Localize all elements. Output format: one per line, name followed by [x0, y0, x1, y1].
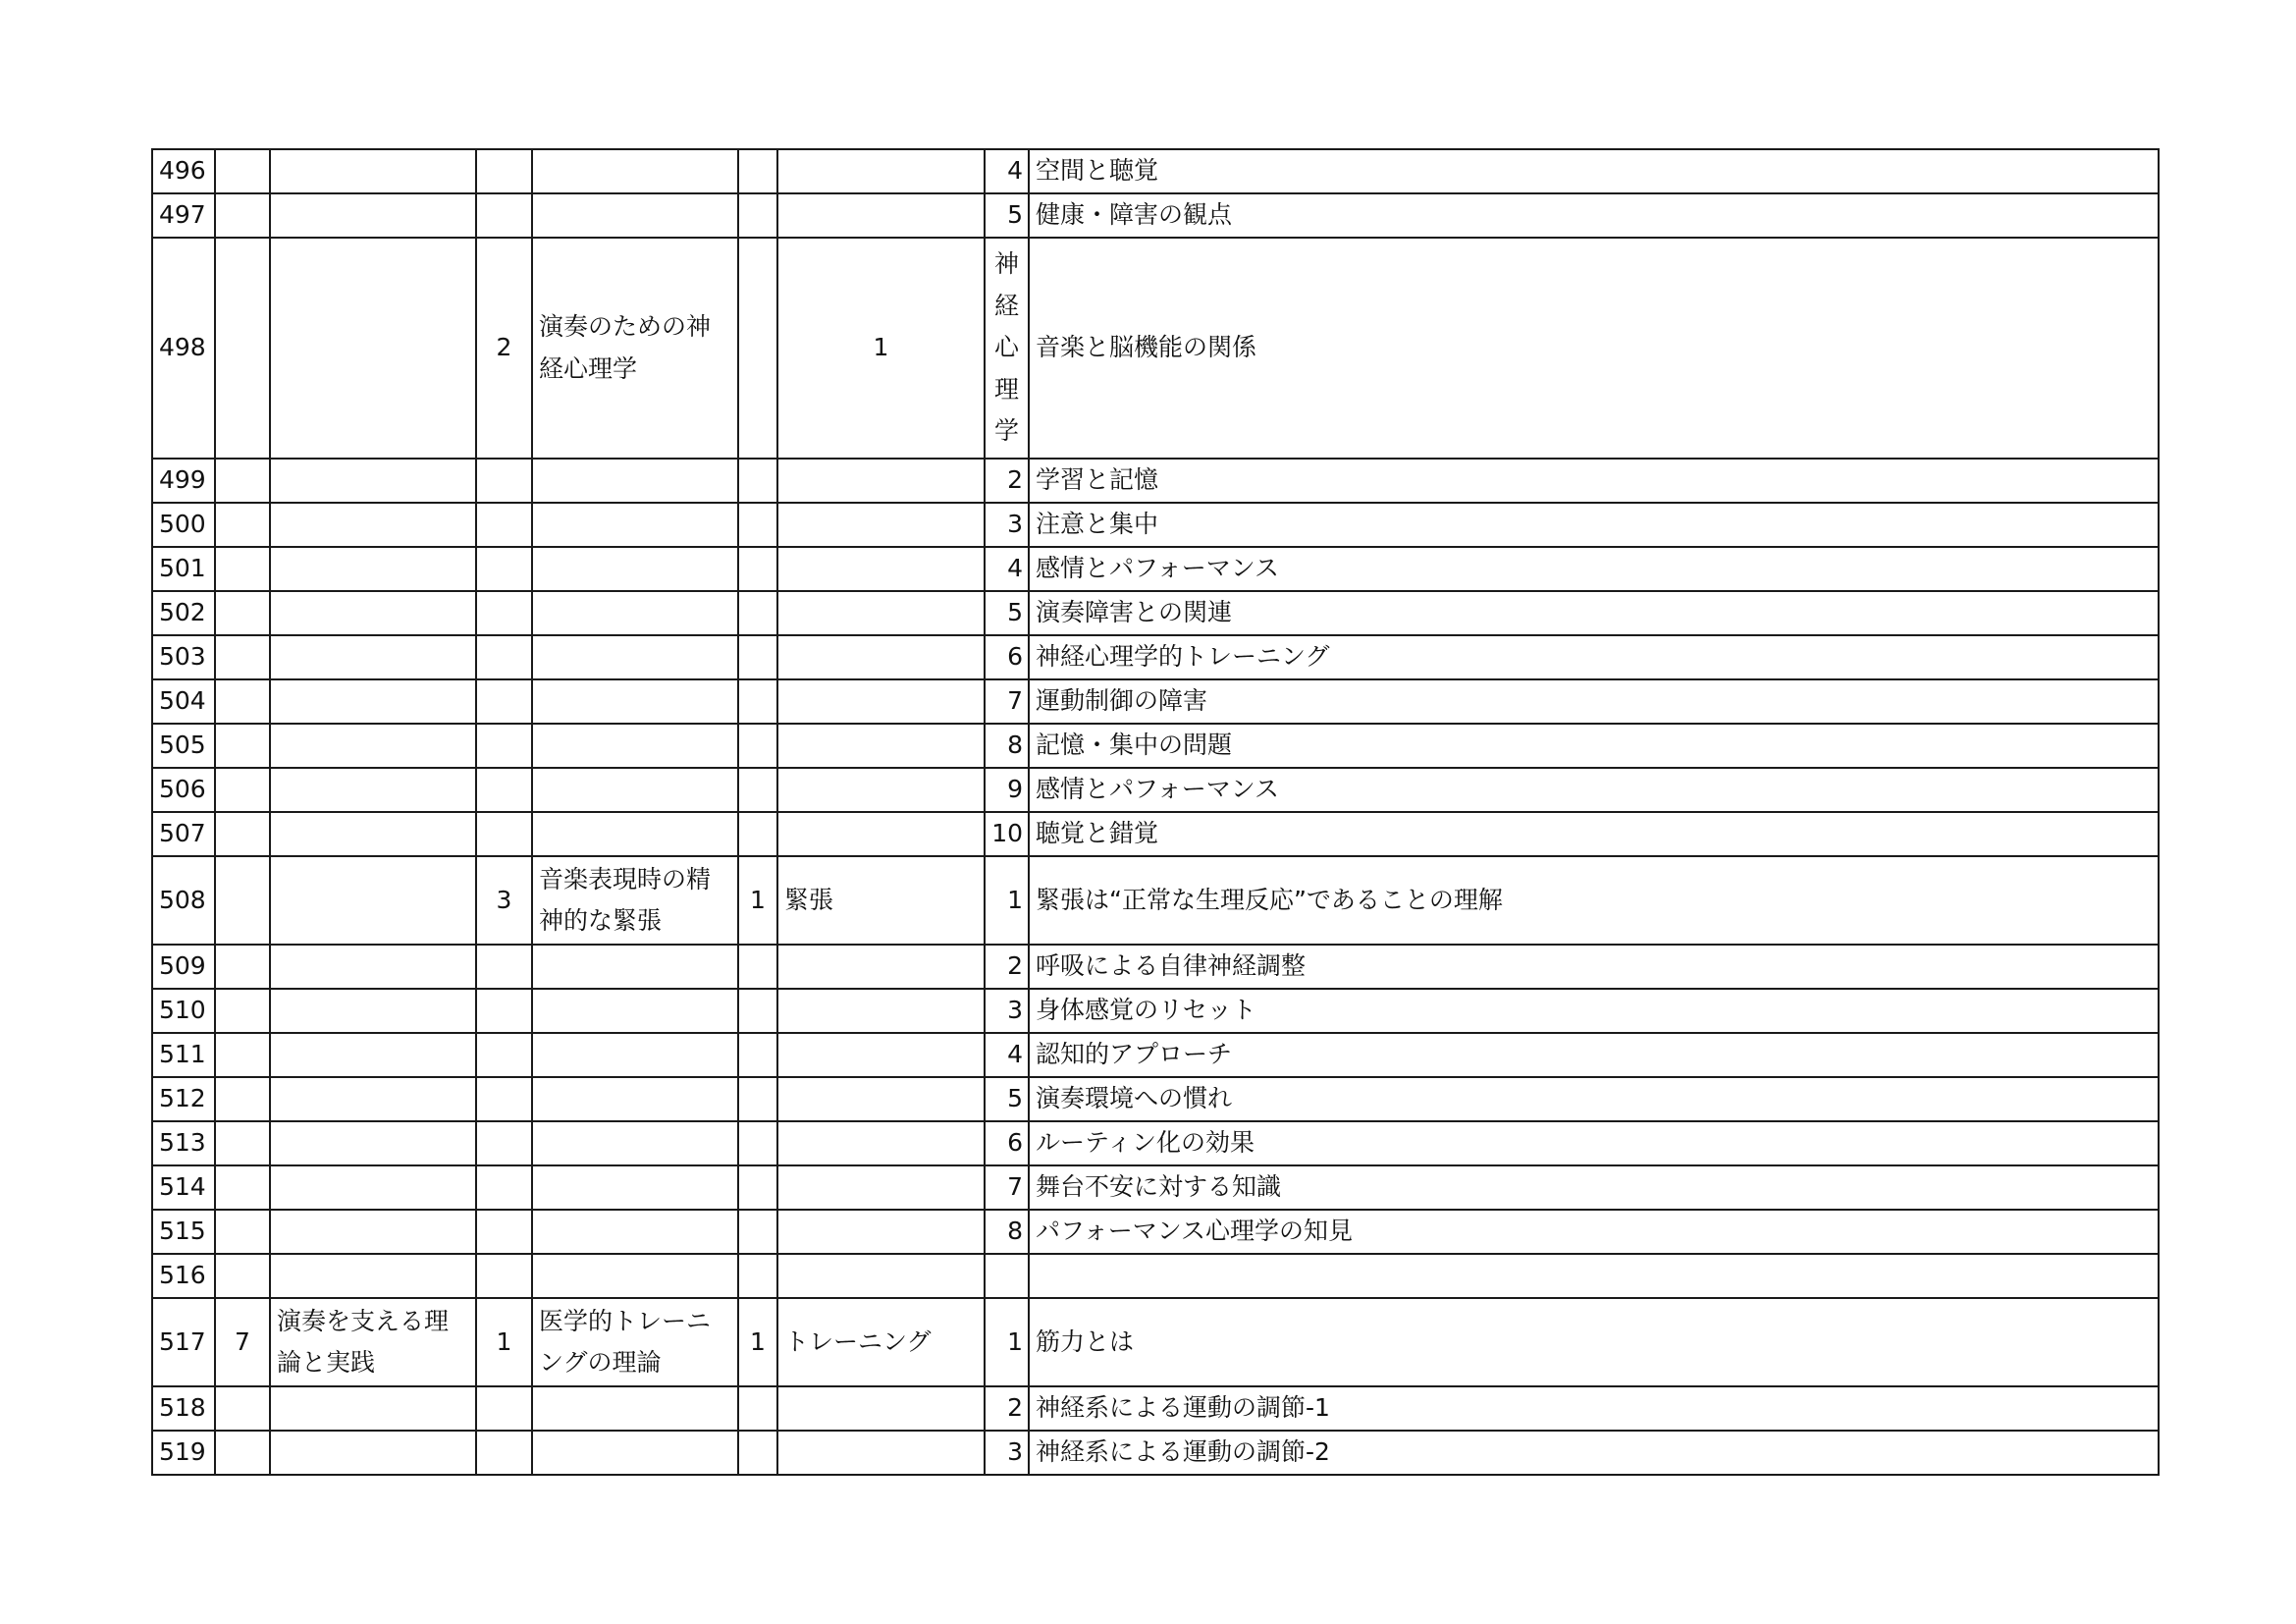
chapter-title-cell	[270, 193, 476, 238]
table-row	[152, 1254, 2159, 1298]
row-number-cell: 506	[152, 768, 215, 812]
chapter-number-cell	[215, 635, 270, 679]
item-number-cell: 8	[985, 724, 1029, 768]
row-number-cell: 512	[152, 1077, 215, 1121]
chapter-number-cell	[215, 856, 270, 945]
chapter-number-cell	[215, 1033, 270, 1077]
section-number-cell: 2	[476, 238, 532, 459]
row-number-cell: 513	[152, 1121, 215, 1165]
subsection-number-cell: 1	[738, 1298, 777, 1386]
table-row	[152, 945, 2159, 989]
chapter-title-cell	[270, 1431, 476, 1475]
chapter-title-cell	[270, 724, 476, 768]
item-title-cell: 聴覚と錯覚	[1029, 812, 2159, 856]
item-title-cell: 注意と集中	[1029, 503, 2159, 547]
item-number-cell: 2	[985, 459, 1029, 503]
subsection-number-cell	[738, 547, 777, 591]
row-number-cell: 514	[152, 1165, 215, 1210]
row-number-cell: 518	[152, 1386, 215, 1431]
chapter-number-cell	[215, 989, 270, 1033]
section-title-cell	[532, 1165, 738, 1210]
chapter-number-cell	[215, 724, 270, 768]
item-title-cell: パフォーマンス心理学の知見	[1029, 1210, 2159, 1254]
subsection-title-cell	[777, 591, 985, 635]
chapter-title-cell	[270, 503, 476, 547]
row-number-cell: 497	[152, 193, 215, 238]
item-number-cell: 3	[985, 503, 1029, 547]
subsection-title-cell	[777, 768, 985, 812]
row-number-cell: 502	[152, 591, 215, 635]
section-number-cell	[476, 1121, 532, 1165]
table-row	[152, 856, 2159, 945]
item-number-cell: 6	[985, 635, 1029, 679]
subsection-number-cell	[738, 1254, 777, 1298]
section-number-cell	[476, 1033, 532, 1077]
chapter-title-cell	[270, 1077, 476, 1121]
section-number-cell: 3	[476, 856, 532, 945]
section-title-cell	[532, 1210, 738, 1254]
section-title-cell	[532, 1386, 738, 1431]
table-row	[152, 1077, 2159, 1121]
chapter-title-cell	[270, 547, 476, 591]
section-number-cell	[476, 1165, 532, 1210]
section-number-cell	[476, 635, 532, 679]
section-title-cell	[532, 459, 738, 503]
item-title-cell: 感情とパフォーマンス	[1029, 768, 2159, 812]
item-number-cell: 4	[985, 1033, 1029, 1077]
section-title-cell	[532, 1033, 738, 1077]
section-title-cell: 演奏のための神経心理学	[532, 238, 738, 459]
section-number-cell	[476, 724, 532, 768]
chapter-title-cell	[270, 591, 476, 635]
item-title-cell: 神経心理学的トレーニング	[1029, 635, 2159, 679]
row-number-cell: 504	[152, 679, 215, 724]
chapter-title-cell	[270, 238, 476, 459]
chapter-title-cell	[270, 149, 476, 193]
chapter-number-cell	[215, 945, 270, 989]
chapter-title-cell	[270, 768, 476, 812]
subsection-number-cell	[738, 724, 777, 768]
item-number-cell: 1	[985, 856, 1029, 945]
subsection-title-cell	[777, 1121, 985, 1165]
item-number-cell: 3	[985, 1431, 1029, 1475]
section-number-cell	[476, 1386, 532, 1431]
item-number-cell: 7	[985, 679, 1029, 724]
chapter-number-cell	[215, 1165, 270, 1210]
subsection-title-cell	[777, 1165, 985, 1210]
chapter-title-cell	[270, 1210, 476, 1254]
section-title-cell	[532, 812, 738, 856]
item-title-cell: 演奏障害との関連	[1029, 591, 2159, 635]
chapter-title-cell	[270, 459, 476, 503]
subsection-number-cell	[738, 768, 777, 812]
section-number-cell	[476, 503, 532, 547]
section-title-cell	[532, 591, 738, 635]
section-title-cell	[532, 503, 738, 547]
subsection-title-cell	[777, 503, 985, 547]
section-number-cell	[476, 459, 532, 503]
row-number-cell: 509	[152, 945, 215, 989]
chapter-title-cell	[270, 679, 476, 724]
section-number-cell	[476, 812, 532, 856]
item-title-cell: ルーティン化の効果	[1029, 1121, 2159, 1165]
item-number-cell: 5	[985, 1077, 1029, 1121]
section-title-cell	[532, 945, 738, 989]
section-number-cell	[476, 989, 532, 1033]
item-title-cell: 筋力とは	[1029, 1298, 2159, 1386]
item-number-cell: 2	[985, 1386, 1029, 1431]
item-title-cell: 緊張は“正常な生理反応”であることの理解	[1029, 856, 2159, 945]
chapter-number-cell	[215, 591, 270, 635]
item-title-cell: 身体感覚のリセット	[1029, 989, 2159, 1033]
section-title-cell	[532, 724, 738, 768]
chapter-title-cell	[270, 1386, 476, 1431]
chapter-title-cell	[270, 1165, 476, 1210]
chapter-number-cell	[215, 1254, 270, 1298]
section-number-cell	[476, 547, 532, 591]
subsection-number-cell	[738, 1386, 777, 1431]
table-row	[152, 1033, 2159, 1077]
subsection-title-cell	[777, 812, 985, 856]
section-number-cell	[476, 1210, 532, 1254]
chapter-title-cell	[270, 1254, 476, 1298]
section-number-cell: 1	[476, 1298, 532, 1386]
row-number-cell: 499	[152, 459, 215, 503]
section-number-cell	[476, 768, 532, 812]
item-title-cell: 記憶・集中の問題	[1029, 724, 2159, 768]
subsection-title-cell	[777, 547, 985, 591]
section-title-cell	[532, 547, 738, 591]
item-number-cell: 8	[985, 1210, 1029, 1254]
subsection-title-cell	[777, 1210, 985, 1254]
chapter-title-cell	[270, 856, 476, 945]
subsection-number-cell	[738, 635, 777, 679]
subsection-number-cell	[738, 1077, 777, 1121]
row-number-cell: 507	[152, 812, 215, 856]
row-number-cell: 503	[152, 635, 215, 679]
item-title-cell: 空間と聴覚	[1029, 149, 2159, 193]
row-number-cell: 519	[152, 1431, 215, 1475]
section-number-cell	[476, 591, 532, 635]
item-title-cell: 健康・障害の観点	[1029, 193, 2159, 238]
subsection-number-cell	[738, 679, 777, 724]
section-number-cell	[476, 1431, 532, 1475]
chapter-number-cell	[215, 547, 270, 591]
subsection-title-cell	[777, 945, 985, 989]
subsection-title-cell	[777, 989, 985, 1033]
chapter-title-cell	[270, 812, 476, 856]
table-row	[152, 989, 2159, 1033]
chapter-number-cell	[215, 503, 270, 547]
section-title-cell: 音楽表現時の精神的な緊張	[532, 856, 738, 945]
table-row	[152, 768, 2159, 812]
chapter-number-cell	[215, 149, 270, 193]
subsection-title-cell	[777, 459, 985, 503]
item-number-cell	[985, 1254, 1029, 1298]
row-number-cell: 501	[152, 547, 215, 591]
chapter-number-cell	[215, 193, 270, 238]
curriculum-table	[151, 148, 2160, 1476]
item-number-cell: 3	[985, 989, 1029, 1033]
subsection-number-cell	[738, 459, 777, 503]
row-number-cell: 511	[152, 1033, 215, 1077]
section-number-cell	[476, 193, 532, 238]
table-row	[152, 1386, 2159, 1431]
section-title-cell	[532, 679, 738, 724]
chapter-number-cell	[215, 812, 270, 856]
subsection-title-cell	[777, 635, 985, 679]
row-number-cell: 498	[152, 238, 215, 459]
section-title-cell	[532, 193, 738, 238]
section-number-cell	[476, 945, 532, 989]
item-number-cell: 神 経 心 理 学	[985, 238, 1029, 459]
item-number-cell: 1	[985, 1298, 1029, 1386]
subsection-title-cell: 緊張	[777, 856, 985, 945]
subsection-title-cell	[777, 1254, 985, 1298]
item-title-cell: 認知的アプローチ	[1029, 1033, 2159, 1077]
item-number-cell: 7	[985, 1165, 1029, 1210]
subsection-title-cell	[777, 1033, 985, 1077]
chapter-title-cell	[270, 635, 476, 679]
chapter-number-cell	[215, 679, 270, 724]
row-number-cell: 510	[152, 989, 215, 1033]
chapter-number-cell	[215, 1077, 270, 1121]
chapter-number-cell	[215, 1210, 270, 1254]
section-title-cell	[532, 1431, 738, 1475]
section-title-cell	[532, 635, 738, 679]
section-title-cell	[532, 1254, 738, 1298]
table-row	[152, 503, 2159, 547]
item-number-cell: 4	[985, 149, 1029, 193]
table-row	[152, 635, 2159, 679]
section-title-cell	[532, 989, 738, 1033]
subsection-title-cell: 1	[777, 238, 985, 459]
table-row	[152, 1431, 2159, 1475]
item-title-cell: 音楽と脳機能の関係	[1029, 238, 2159, 459]
table-row	[152, 547, 2159, 591]
table-row	[152, 1165, 2159, 1210]
subsection-number-cell	[738, 238, 777, 459]
section-title-cell	[532, 149, 738, 193]
table-row	[152, 724, 2159, 768]
subsection-number-cell	[738, 1121, 777, 1165]
chapter-title-cell	[270, 1033, 476, 1077]
table-row	[152, 591, 2159, 635]
chapter-title-cell	[270, 989, 476, 1033]
section-number-cell	[476, 149, 532, 193]
item-number-cell: 2	[985, 945, 1029, 989]
table-row	[152, 459, 2159, 503]
item-title-cell: 神経系による運動の調節-2	[1029, 1431, 2159, 1475]
table-row	[152, 149, 2159, 193]
subsection-number-cell	[738, 503, 777, 547]
section-title-cell	[532, 1077, 738, 1121]
table-row	[152, 193, 2159, 238]
chapter-number-cell: 7	[215, 1298, 270, 1386]
table-row	[152, 679, 2159, 724]
subsection-title-cell	[777, 193, 985, 238]
item-title-cell: 呼吸による自律神経調整	[1029, 945, 2159, 989]
chapter-number-cell	[215, 238, 270, 459]
item-number-cell: 4	[985, 547, 1029, 591]
item-title-cell: 舞台不安に対する知識	[1029, 1165, 2159, 1210]
item-title-cell	[1029, 1254, 2159, 1298]
item-title-cell: 学習と記憶	[1029, 459, 2159, 503]
subsection-title-cell	[777, 1431, 985, 1475]
subsection-number-cell	[738, 149, 777, 193]
table-row	[152, 238, 2159, 459]
item-number-cell: 6	[985, 1121, 1029, 1165]
chapter-number-cell	[215, 1431, 270, 1475]
table-row	[152, 1121, 2159, 1165]
item-title-cell: 感情とパフォーマンス	[1029, 547, 2159, 591]
row-number-cell: 516	[152, 1254, 215, 1298]
section-title-cell	[532, 768, 738, 812]
chapter-number-cell	[215, 1121, 270, 1165]
section-number-cell	[476, 1077, 532, 1121]
chapter-number-cell	[215, 768, 270, 812]
table-body	[152, 149, 2159, 1475]
subsection-title-cell	[777, 724, 985, 768]
chapter-number-cell	[215, 459, 270, 503]
subsection-title-cell	[777, 149, 985, 193]
item-title-cell: 神経系による運動の調節-1	[1029, 1386, 2159, 1431]
table-row	[152, 1298, 2159, 1386]
subsection-number-cell	[738, 945, 777, 989]
subsection-number-cell	[738, 1210, 777, 1254]
item-title-cell: 運動制御の障害	[1029, 679, 2159, 724]
item-number-cell: 9	[985, 768, 1029, 812]
row-number-cell: 517	[152, 1298, 215, 1386]
item-number-cell: 5	[985, 193, 1029, 238]
row-number-cell: 515	[152, 1210, 215, 1254]
row-number-cell: 500	[152, 503, 215, 547]
subsection-title-cell	[777, 1077, 985, 1121]
chapter-number-cell	[215, 1386, 270, 1431]
subsection-title-cell: トレーニング	[777, 1298, 985, 1386]
subsection-number-cell	[738, 1165, 777, 1210]
subsection-number-cell	[738, 1431, 777, 1475]
table-row	[152, 1210, 2159, 1254]
subsection-number-cell	[738, 591, 777, 635]
section-title-cell: 医学的トレーニングの理論	[532, 1298, 738, 1386]
item-title-cell: 演奏環境への慣れ	[1029, 1077, 2159, 1121]
table-row	[152, 812, 2159, 856]
row-number-cell: 496	[152, 149, 215, 193]
chapter-title-cell	[270, 1121, 476, 1165]
chapter-title-cell	[270, 945, 476, 989]
subsection-number-cell	[738, 1033, 777, 1077]
subsection-number-cell	[738, 193, 777, 238]
row-number-cell: 505	[152, 724, 215, 768]
subsection-number-cell: 1	[738, 856, 777, 945]
subsection-title-cell	[777, 679, 985, 724]
subsection-title-cell	[777, 1386, 985, 1431]
section-number-cell	[476, 679, 532, 724]
subsection-number-cell	[738, 989, 777, 1033]
row-number-cell: 508	[152, 856, 215, 945]
item-number-cell: 5	[985, 591, 1029, 635]
section-number-cell	[476, 1254, 532, 1298]
chapter-title-cell: 演奏を支える理論と実践	[270, 1298, 476, 1386]
section-title-cell	[532, 1121, 738, 1165]
subsection-number-cell	[738, 812, 777, 856]
item-number-cell: 10	[985, 812, 1029, 856]
